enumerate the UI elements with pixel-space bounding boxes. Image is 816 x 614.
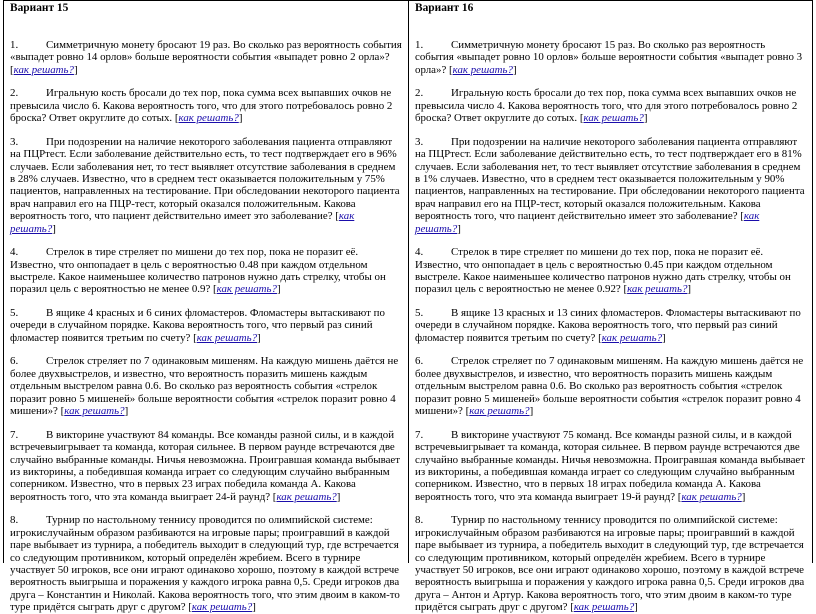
task-text: При подозрении на наличие некоторого заболевания пациента отправляют на ПЦРтест. Если заболевание действительно есть, то тест подтверждает его в 81% случаев. Если заболевания нет, то тест выявляет отсутствие заболевания в среднем в 1% случаев. Известно, что в среднем тест оказывается положительным у 90% пациентов, направленных на тестирование. При обследовании некоторого пациента врач направил его на ПЦР-тест, который оказался положительным. Какова вероятность того, что пациент действительно имеет это заболевание? <box>415 135 805 223</box>
how-to-solve-link[interactable]: как решать? <box>196 331 258 344</box>
how-to-solve-link[interactable]: как решать? <box>601 331 663 344</box>
task-number: 6. <box>10 355 19 368</box>
task-item: 3. При подозрении на наличие некоторого заболевания пациента отправляют на ПЦРтест. Если заболевание действительно есть, то тест подтверждает его в 96% случаев. Если заболевания нет, то тест выявляет отсутствие заболевания в среднем в 28% случаев. Известно, что в среднем тест оказывается положительным у 75% пациентов, направленных на тестирование. При обследовании некоторого пациента врач направил его на ПЦР-тест, который оказался положительным. Какова вероятность того, что пациент действительно имеет это заболевание? [как решать?] <box>10 135 400 235</box>
task-text: В викторине участвуют 84 команды. Все команды разной силы, и в каждой встречевыигрывает та команда, которая сильнее. В первом раунде встречаются две случайно выбранные команды. Ничья невозможна. Проигравшая команда выбывает из викторины, а победившая команда играет со следующим случайно выбранным соперником. Известно, что в первых 23 играх победила команда А. Какова вероятность того, что эта команда выиграет 24-й раунд? <box>10 428 401 503</box>
how-to-solve-link[interactable]: как решать? <box>415 210 760 235</box>
task-item: 7. В викторине участвуют 84 команды. Все команды разной силы, и в каждой встречевыигрывает та команда, которая сильнее. В первом раунде встречаются две случайно выбранные команды. Ничья невозможна. Проигравшая команда выбывает из викторины, а победившая команда играет со следующим случайно выбранным соперником. Известно, что в первых 23 играх победила команда А. Какова вероятность того, что эта команда выиграет 24-й раунд? [как решать?] <box>10 428 401 503</box>
task-text: При подозрении на наличие некоторого заболевания пациента отправляют на ПЦРтест. Если заболевание действительно есть, то тест подтверждает его в 96% случаев. Если заболевания нет, то тест выявляет отсутствие заболевания в среднем в 28% случаев. Известно, что в среднем тест оказывается положительным у 75% пациентов, направленных на тестирование. При обследовании некоторого пациента врач направил его на ПЦР-тест, который оказался положительным. Какова вероятность того, что пациент действительно имеет это заболевание? <box>10 135 400 223</box>
task-number: 8. <box>10 514 19 527</box>
task-text: Игральную кость бросали до тех пор, пока сумма всех выпавших очков не превысила число 4. Какова вероятность того, что для этого потребовалось ровно 2 броска? Ответ округлите до сотых. <box>415 87 798 125</box>
task-item: 6. Стрелок стреляет по 7 одинаковым мишеням. На каждую мишень даётся не более двухвыстрелов, и известно, что вероятность поразить мишень каждым отдельным выстрелом равна 0.6. Во сколько раз вероятность события «стрелок поразит ровно 5 мишеней» больше вероятности события «стрелок поразит ровно 4 мишени»? [как решать?] <box>10 355 399 418</box>
task-number: 8. <box>415 514 424 527</box>
task-text: Симметричную монету бросают 15 раз. Во сколько раз вероятность события «выпадет ровно 10 орлов» больше вероятности события «выпадет ровно 3 орла»? <box>415 39 803 76</box>
task-number: 3. <box>10 135 19 148</box>
task-text: Игральную кость бросали до тех пор, пока сумма всех выпавших очков не превысила число 6. Какова вероятность того, что для этого потребовалось ровно 2 броска? Ответ округлите до сотых. <box>10 87 393 125</box>
task-item: 7. В викторине участвуют 75 команд. Все команды разной силы, и в каждой встречевыигрывает та команда, которая сильнее. В первом раунде встречаются две случайно выбранные команды. Ничья невозможна. Проигравшая команда выбывает из викторины, а победившая команда играет со следующим случайно выбранным соперником. Известно, что в первых 18 играх победила команда А. Какова вероятность того, что эта команда выиграет 19-й раунд? [как решать?] <box>415 428 806 503</box>
task-text: Стрелок стреляет по 7 одинаковым мишеням. На каждую мишень даётся не более двухвыстрелов, и известно, что вероятность поразить мишень каждым отдельным выстрелом равна 0.6. Во сколько раз вероятность события «стрелок поразит ровно 5 мишеней» больше вероятности события «стрелок поразит ровно 4 мишени»? <box>10 355 399 418</box>
task-text: В викторине участвуют 75 команд. Все команды разной силы, и в каждой встречевыигрывает та команда, которая сильнее. В первом раунде встречаются две случайно выбранные команды. Ничья невозможна. Проигравшая команда выбывает из викторины, а победившая команда играет со следующим случайно выбранным соперником. Известно, что в первых 18 играх победила команда А. Какова вероятность того, что эта команда выиграет 19-й раунд? <box>415 428 806 503</box>
task-text: Симметричную монету бросают 19 раз. Во сколько раз вероятность события «выпадет ровно 14 орлов» больше вероятности события «выпадет ровно 2 орла»? <box>10 39 402 64</box>
task-text: В ящике 4 красных и 6 синих фломастеров. Фломастеры вытаскивают по очереди в случайном порядке. Какова вероятность того, что первый раз синий фломастер появится третьим по счету? <box>10 307 385 344</box>
how-to-solve-link[interactable]: как решать? <box>469 405 530 418</box>
how-to-solve-link[interactable]: как решать? <box>583 112 644 125</box>
task-item: 5. В ящике 13 красных и 13 синих фломастеров. Фломастеры вытаскивают по очереди в случайном порядке. Какова вероятность того, что первый раз синий фломастер появится третьим по счету? [как решать?] <box>415 307 801 344</box>
task-text: Турнир по настольному теннису проводится по олимпийской системе: игрокислучайным образом разбиваются на игровые пары; проигравший в каждой паре выбывает из турнира, а победитель выходит в следующий тур, где встречается со следующим противником, который определён жребием. Всего в турнире участвует 50 игроков, все они играют одинаково хорошо, поэтому в каждой встрече вероятность выигрыша и поражения у каждого игрока равна 0,5. Среди игроков два друга – Антон и Артур. Какова вероятность того, что этим двоим в каком-то туре придётся сыграть друг с другом? <box>415 514 805 614</box>
task-number: 1. <box>10 39 19 51</box>
task-item: 1. Симметричную монету бросают 15 раз. Во сколько раз вероятность события «выпадет ровно 10 орлов» больше вероятности события «выпадет ровно 3 орла»? [как решать?] <box>415 39 803 76</box>
task-item: 2. Игральную кость бросали до тех пор, пока сумма всех выпавших очков не превысила число 6. Какова вероятность того, что для этого потребовалось ровно 2 броска? Ответ округлите до сотых. [как решать?] <box>10 87 393 125</box>
task-item: 4. Стрелок в тире стреляет по мишени до тех пор, пока не поразит её. Известно, что онпопадает в цель с вероятностью 0.48 при каждом отдельном выстреле. Какое наименьшее количество патронов нужно дать стрелку, чтобы он поразил цель с вероятностью не менее 0.9? [как решать?] <box>10 246 386 296</box>
variant-title: Вариант 16 <box>415 2 474 14</box>
task-number: 4. <box>10 246 19 259</box>
task-number: 5. <box>10 307 19 320</box>
how-to-solve-link[interactable]: как решать? <box>681 490 742 503</box>
task-text: Стрелок в тире стреляет по мишени до тех пор, пока не поразит её. Известно, что онпопадает в цель с вероятностью 0.45 при каждом отдельном выстреле. Какое наименьшее количество патронов нужно дать стрелку, чтобы он поразил цель с вероятностью не менее 0.92? <box>415 246 791 296</box>
task-item: 2. Игральную кость бросали до тех пор, пока сумма всех выпавших очков не превысила число 4. Какова вероятность того, что для этого потребовалось ровно 2 броска? Ответ округлите до сотых. [как решать?] <box>415 87 798 125</box>
variant-16-column <box>408 1 812 614</box>
task-number: 2. <box>415 87 424 100</box>
task-text: Стрелок в тире стреляет по мишени до тех пор, пока не поразит её. Известно, что онпопадает в цель с вероятностью 0.48 при каждом отдельном выстреле. Какое наименьшее количество патронов нужно дать стрелку, чтобы он поразил цель с вероятностью не менее 0.9? <box>10 246 386 296</box>
task-number: 6. <box>415 355 424 368</box>
how-to-solve-link[interactable]: как решать? <box>64 405 125 418</box>
how-to-solve-link[interactable]: как решать? <box>452 63 513 76</box>
variants-table <box>3 0 813 614</box>
task-item: 4. Стрелок в тире стреляет по мишени до тех пор, пока не поразит её. Известно, что онпопадает в цель с вероятностью 0.45 при каждом отдельном выстреле. Какое наименьшее количество патронов нужно дать стрелку, чтобы он поразил цель с вероятностью не менее 0.92? [как решать?] <box>415 246 791 296</box>
task-text: В ящике 13 красных и 13 синих фломастеров. Фломастеры вытаскивают по очереди в случайном порядке. Какова вероятность того, что первый раз синий фломастер появится третьим по счету? <box>415 307 801 344</box>
how-to-solve-link[interactable]: как решать? <box>178 112 239 125</box>
how-to-solve-link[interactable]: как решать? <box>191 601 253 614</box>
task-item: 3. При подозрении на наличие некоторого заболевания пациента отправляют на ПЦРтест. Если заболевание действительно есть, то тест подтверждает его в 81% случаев. Если заболевания нет, то тест выявляет отсутствие заболевания в среднем в 1% случаев. Известно, что в среднем тест оказывается положительным у 90% пациентов, направленных на тестирование. При обследовании некоторого пациента врач направил его на ПЦР-тест, который оказался положительным. Какова вероятность того, что пациент действительно имеет это заболевание? [как решать?] <box>415 135 805 235</box>
task-text: Стрелок стреляет по 7 одинаковым мишеням. На каждую мишень даётся не более двухвыстрелов, и известно, что вероятность поразить мишень каждым отдельным выстрелом равна 0.6. Во сколько раз вероятность события «стрелок поразит ровно 5 мишеней» больше вероятности события «стрелок поразит ровно 4 мишени»? <box>415 355 804 418</box>
task-number: 1. <box>415 39 424 51</box>
task-item: 6. Стрелок стреляет по 7 одинаковым мишеням. На каждую мишень даётся не более двухвыстрелов, и известно, что вероятность поразить мишень каждым отдельным выстрелом равна 0.6. Во сколько раз вероятность события «стрелок поразит ровно 5 мишеней» больше вероятности события «стрелок поразит ровно 4 мишени»? [как решать?] <box>415 355 804 418</box>
task-number: 7. <box>415 428 424 441</box>
variant-title: Вариант 15 <box>10 2 69 14</box>
task-number: 4. <box>415 246 424 259</box>
task-text: Турнир по настольному теннису проводится по олимпийской системе: игрокислучайным образом разбиваются на игровые пары; проигравший в каждой паре выбывает из турнира, а победитель выходит в следующий тур, где встречается со следующим противником, который определён жребием. Всего в турнире участвует 50 игроков, все они играют одинаково хорошо, поэтому в каждой встрече вероятность выигрыша и поражения у каждого игрока равна 0,5. Среди игроков два друга – Константин и Николай. Какова вероятность того, что этим двоим в каком-то туре придётся сыграть друг с другом? <box>10 514 400 614</box>
how-to-solve-link[interactable]: как решать? <box>627 283 688 296</box>
how-to-solve-link[interactable]: как решать? <box>276 490 337 503</box>
task-item: 8. Турнир по настольному теннису проводится по олимпийской системе: игрокислучайным образом разбиваются на игровые пары; проигравший в каждой паре выбывает из турнира, а победитель выходит в следующий тур, где встречается со следующим противником, который определён жребием. Всего в турнире участвует 50 игроков, все они играют одинаково хорошо, поэтому в каждой встрече вероятность выигрыша и поражения у каждого игрока равна 0,5. Среди игроков два друга – Антон и Артур. Какова вероятность того, что этим двоим в каком-то туре придётся сыграть друг с другом? [как решать?] <box>415 514 805 614</box>
task-number: 5. <box>415 307 424 320</box>
task-number: 3. <box>415 135 424 148</box>
how-to-solve-link[interactable]: как решать? <box>10 210 355 235</box>
how-to-solve-link[interactable]: как решать? <box>573 601 635 614</box>
task-number: 7. <box>10 428 19 441</box>
how-to-solve-link[interactable]: как решать? <box>13 63 74 76</box>
task-item: 5. В ящике 4 красных и 6 синих фломастеров. Фломастеры вытаскивают по очереди в случайном порядке. Какова вероятность того, что первый раз синий фломастер появится третьим по счету? [как решать?] <box>10 307 385 344</box>
task-number: 2. <box>10 87 19 100</box>
how-to-solve-link[interactable]: как решать? <box>216 283 277 296</box>
variant-15-column <box>4 1 408 614</box>
task-item: 1. Симметричную монету бросают 19 раз. Во сколько раз вероятность события «выпадет ровно 14 орлов» больше вероятности события «выпадет ровно 2 орла»? [как решать?] <box>10 39 402 76</box>
task-item: 8. Турнир по настольному теннису проводится по олимпийской системе: игрокислучайным образом разбиваются на игровые пары; проигравший в каждой паре выбывает из турнира, а победитель выходит в следующий тур, где встречается со следующим противником, который определён жребием. Всего в турнире участвует 50 игроков, все они играют одинаково хорошо, поэтому в каждой встрече вероятность выигрыша и поражения у каждого игрока равна 0,5. Среди игроков два друга – Константин и Николай. Какова вероятность того, что этим двоим в каком-то туре придётся сыграть друг с другом? [как решать?] <box>10 514 400 614</box>
